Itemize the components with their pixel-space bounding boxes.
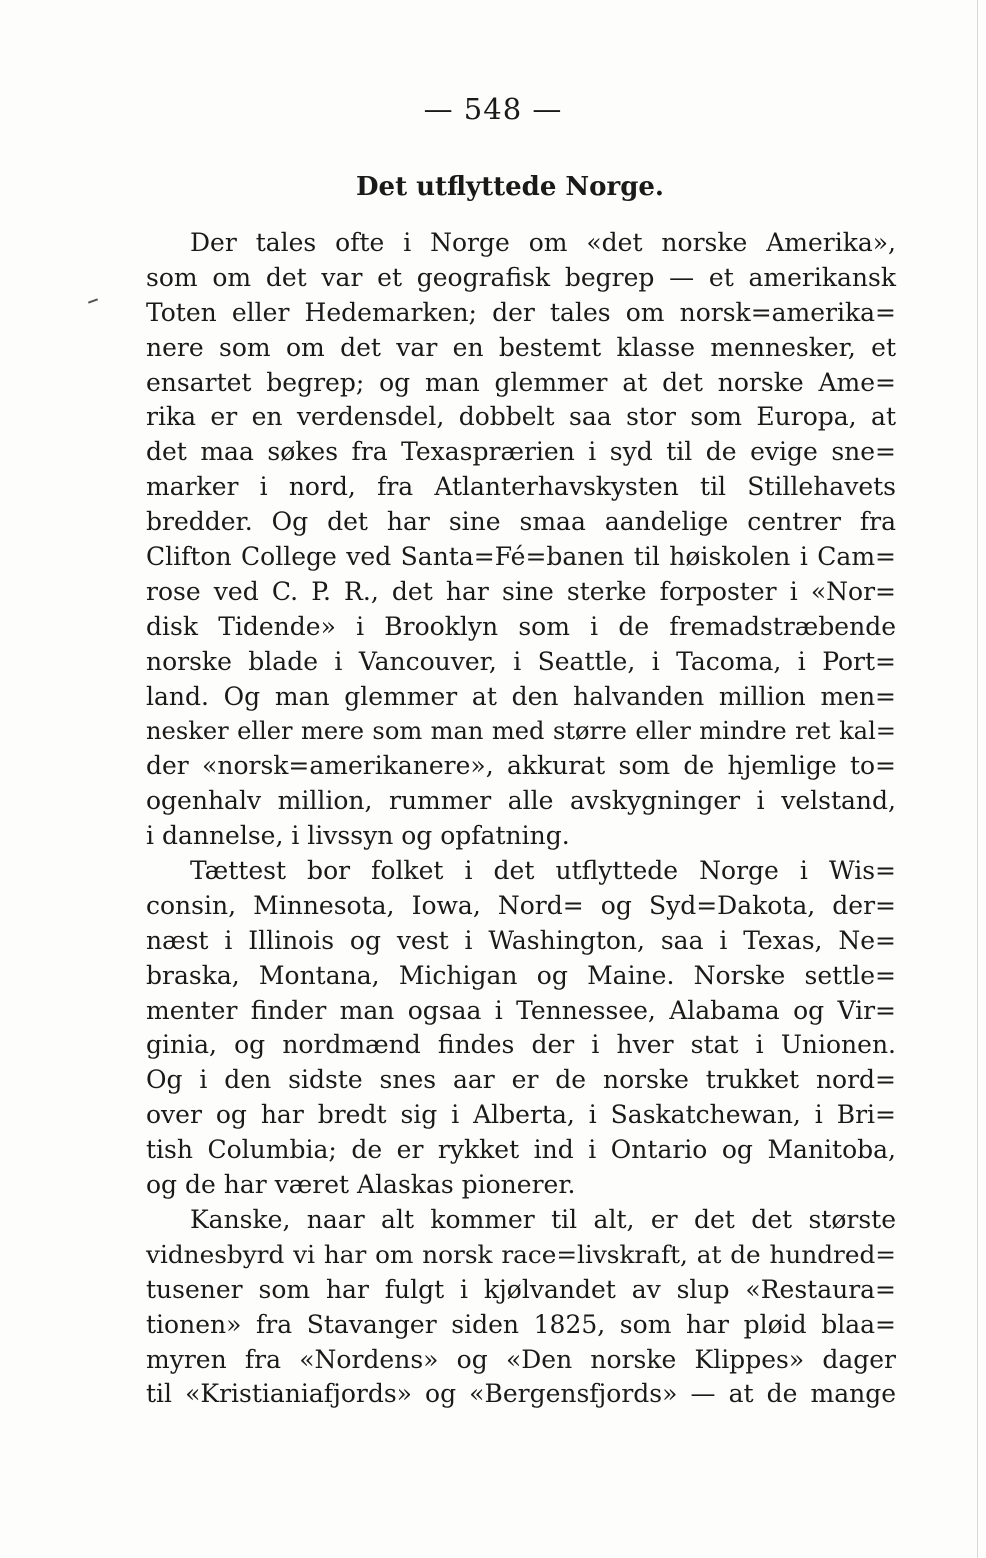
text-line: land. Og man glemmer at den halvanden million men= bbox=[146, 681, 896, 711]
text-line: ensartet begrep; og man glemmer at det norske Ame= bbox=[146, 367, 896, 397]
text-line: Toten eller Hedemarken; der tales om norsk=amerika= bbox=[146, 297, 896, 327]
text-line: i dannelse, i livssyn og opfatning. bbox=[146, 821, 570, 851]
text-line: vidnesbyrd vi har om norsk race=livskraft, at de hundred= bbox=[146, 1239, 896, 1269]
text-line: tish Columbia; de er rykket ind i Ontario og Manitoba, bbox=[146, 1135, 896, 1165]
text-line: bredder. Og det har sine smaa aandelige centrer fra bbox=[146, 507, 896, 537]
text-line: Og i den sidste snes aar er de norske trukket nord= bbox=[146, 1065, 896, 1095]
body-text bbox=[146, 226, 896, 1412]
text-line: disk Tidende» i Brooklyn som i de fremadstræbende bbox=[146, 611, 896, 641]
stray-ink-mark bbox=[88, 298, 98, 303]
text-line: til «Kristianiafjords» og «Bergensfjords» — at de mange bbox=[146, 1379, 896, 1409]
page-number: — 548 — bbox=[423, 92, 563, 126]
text-line: menter finder man ogsaa i Tennessee, Alabama og Vir= bbox=[146, 995, 896, 1025]
text-line: nere som om det var en bestemt klasse mennesker, et bbox=[146, 332, 896, 362]
text-line: nesker eller mere som man med større eller mindre ret kal= bbox=[146, 717, 896, 746]
text-line: Kanske, naar alt kommer til alt, er det det største bbox=[190, 1204, 896, 1234]
text-line: og de har været Alaskas pionerer. bbox=[146, 1170, 576, 1200]
text-line: Tættest bor folket i det utflyttede Norge i Wis= bbox=[190, 856, 896, 886]
text-line: tionen» fra Stavanger siden 1825, som har pløid blaa= bbox=[146, 1309, 896, 1339]
text-line: rose ved C. P. R., det har sine sterke forposter i «Nor= bbox=[146, 576, 896, 606]
text-line: ogenhalv million, rummer alle avskygninger i velstand, bbox=[146, 786, 896, 816]
text-line: ginia, og nordmænd findes der i hver stat i Unionen. bbox=[146, 1030, 896, 1060]
text-line: marker i nord, fra Atlanterhavskysten til Stillehavets bbox=[146, 472, 896, 502]
chapter-heading: Det utflyttede Norge. bbox=[356, 172, 664, 202]
text-line: myren fra «Nordens» og «Den norske Klippes» dager bbox=[146, 1344, 896, 1374]
text-line: der «norsk=amerikanere», akkurat som de hjemlige to= bbox=[146, 751, 896, 781]
text-line: det maa søkes fra Texasprærien i syd til de evige sne= bbox=[146, 437, 896, 467]
text-line: norske blade i Vancouver, i Seattle, i Tacoma, i Port= bbox=[146, 646, 896, 676]
text-line: næst i Illinois og vest i Washington, saa i Texas, Ne= bbox=[146, 925, 896, 955]
text-line: rika er en verdensdel, dobbelt saa stor som Europa, at bbox=[146, 402, 896, 432]
text-line: Der tales ofte i Norge om «det norske Amerika», bbox=[190, 228, 896, 257]
text-line: consin, Minnesota, Iowa, Nord= og Syd=Dakota, der= bbox=[146, 890, 896, 920]
text-line: Clifton College ved Santa=Fé=banen til høiskolen i Cam= bbox=[146, 542, 896, 572]
text-line: braska, Montana, Michigan og Maine. Norske settle= bbox=[146, 960, 896, 990]
text-line: tusener som har fulgt i kjølvandet av slup «Restaura= bbox=[146, 1274, 896, 1304]
page-edge bbox=[977, 0, 978, 1558]
text-line: over og har bredt sig i Alberta, i Saskatchewan, i Bri= bbox=[146, 1100, 896, 1130]
text-line: som om det var et geografisk begrep — et amerikansk bbox=[146, 262, 896, 292]
